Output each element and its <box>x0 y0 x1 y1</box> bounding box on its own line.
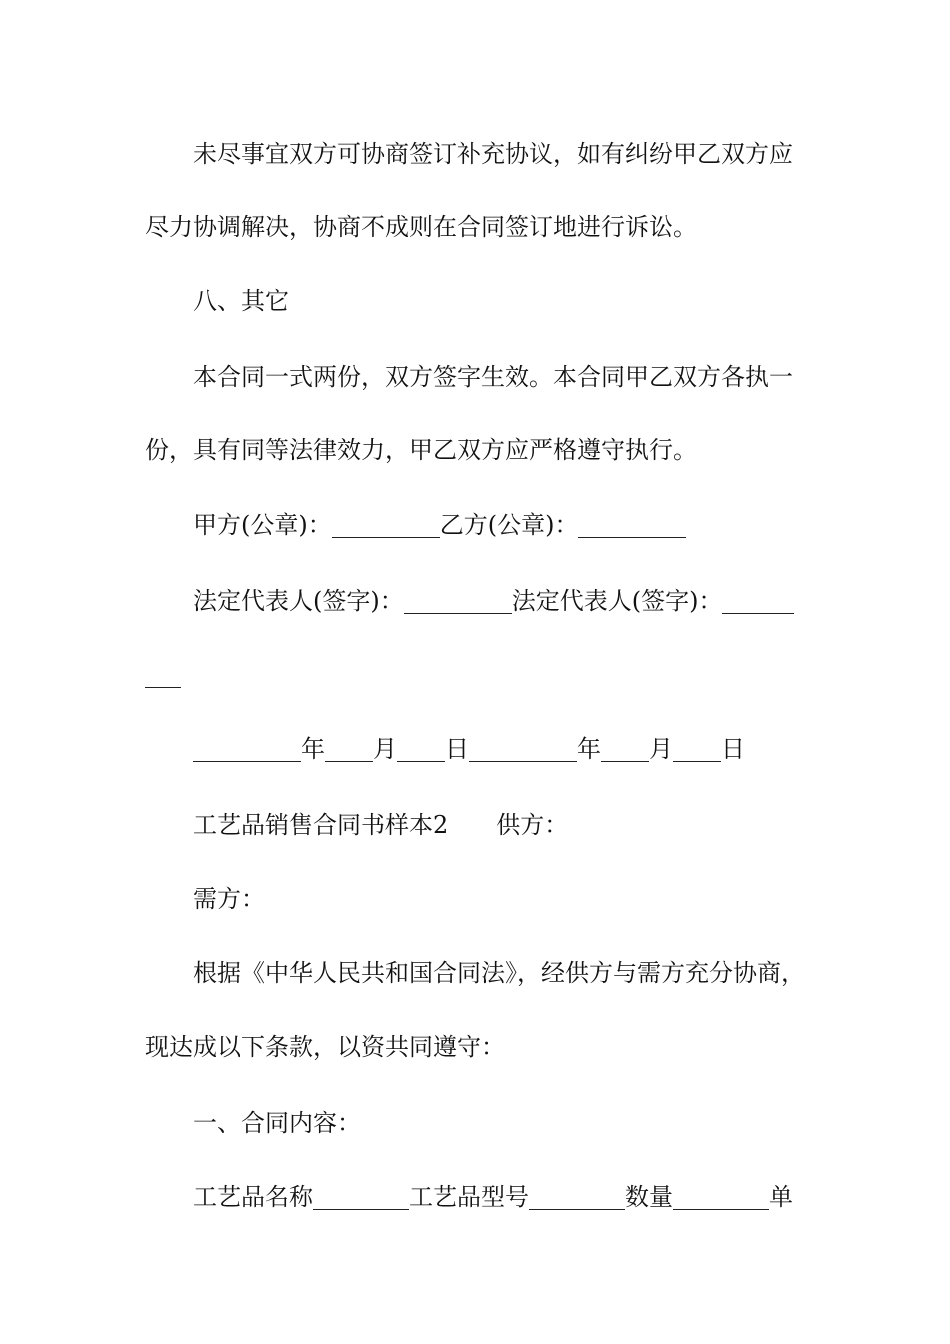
party-b-representative-blank <box>722 584 794 614</box>
paragraph-copies-line-2 <box>145 433 815 467</box>
party-a-seal-label: 甲方(公章)： <box>193 511 332 539</box>
product-fields-line <box>193 1180 815 1214</box>
paragraph-text: 根据《中华人民共和国合同法》，经供方与需方充分协商， <box>193 959 805 987</box>
date-line <box>193 732 815 766</box>
paragraph-text: 份，具有同等法律效力，甲乙双方应严格遵守执行。 <box>145 436 697 464</box>
section-1-heading <box>193 1106 815 1140</box>
section-8-heading <box>193 284 815 318</box>
party-a-seal-blank <box>332 508 440 538</box>
day-label: 日 <box>445 735 469 763</box>
intro-line-2 <box>145 1030 815 1064</box>
party-b-month-blank <box>601 732 649 762</box>
month-label: 月 <box>649 735 673 763</box>
seal-line <box>193 508 815 542</box>
quantity-blank <box>673 1180 769 1210</box>
product-name-blank <box>313 1180 409 1210</box>
sample-2-title-line <box>193 808 815 842</box>
quantity-label: 数量 <box>625 1183 673 1211</box>
year-label: 年 <box>301 735 325 763</box>
representative-line <box>193 584 815 618</box>
party-a-month-blank <box>325 732 373 762</box>
paragraph-supplement-line-1 <box>193 137 815 171</box>
intro-line-1 <box>193 956 815 990</box>
buyer-label: 需方： <box>193 885 265 913</box>
heading-text: 一、合同内容： <box>193 1109 361 1137</box>
party-b-year-blank <box>469 732 577 762</box>
party-b-seal-blank <box>578 508 686 538</box>
day-label: 日 <box>721 735 745 763</box>
paragraph-text: 现达成以下条款，以资共同遵守： <box>145 1033 505 1061</box>
year-label: 年 <box>577 735 601 763</box>
product-name-label: 工艺品名称 <box>193 1183 313 1211</box>
representative-line-wrap <box>145 658 815 692</box>
party-a-day-blank <box>397 732 445 762</box>
party-b-representative-label: 法定代表人(签字)： <box>511 587 723 615</box>
paragraph-text: 未尽事宜双方可协商签订补充协议，如有纠纷甲乙双方应 <box>193 140 793 168</box>
month-label: 月 <box>373 735 397 763</box>
paragraph-supplement-line-2 <box>145 210 815 244</box>
unit-label: 单 <box>769 1183 793 1211</box>
party-a-year-blank <box>193 732 301 762</box>
paragraph-text: 本合同一式两份，双方签字生效。本合同甲乙双方各执一 <box>193 363 793 391</box>
paragraph-copies-line-1 <box>193 360 815 394</box>
party-a-representative-label: 法定代表人(签字)： <box>193 587 404 615</box>
heading-text: 八、其它 <box>193 287 289 315</box>
buyer-line <box>193 882 815 916</box>
sample-2-title: 工艺品销售合同书样本2 <box>193 811 449 839</box>
supplier-label: 供方： <box>496 811 569 839</box>
product-model-label: 工艺品型号 <box>409 1183 529 1211</box>
party-b-day-blank <box>673 732 721 762</box>
party-a-representative-blank <box>404 584 512 614</box>
party-b-representative-blank-continued <box>145 658 181 688</box>
paragraph-text: 尽力协调解决，协商不成则在合同签订地进行诉讼。 <box>145 213 697 241</box>
product-model-blank <box>529 1180 625 1210</box>
party-b-seal-label: 乙方(公章)： <box>439 511 579 539</box>
